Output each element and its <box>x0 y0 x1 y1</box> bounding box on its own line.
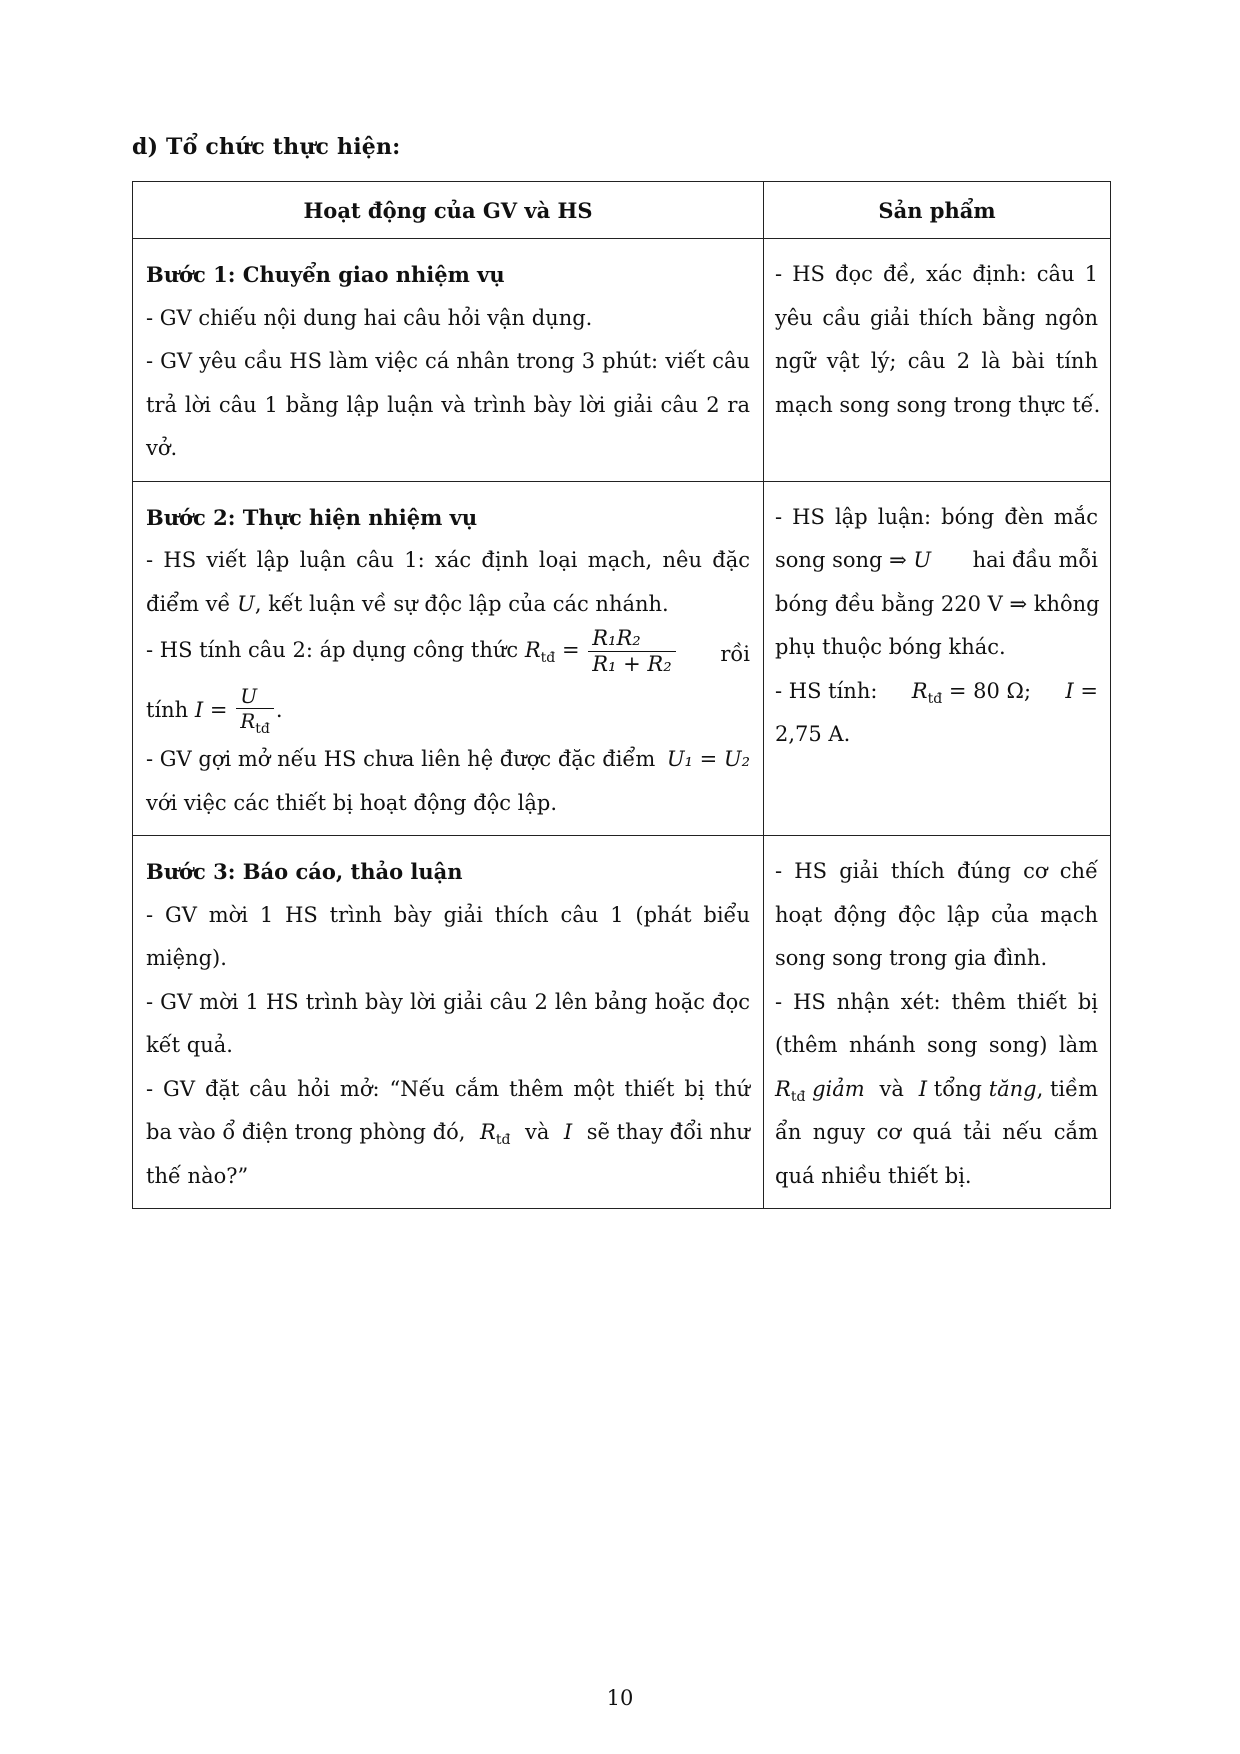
table-header-row <box>133 182 1111 239</box>
product-line: - HS giải thích đúng cơ chế <box>775 859 1098 883</box>
page-number: 10 <box>606 1686 634 1710</box>
activity-line: miệng). <box>146 946 227 970</box>
product-line: - HS tính: $R_{tđ} = 80$ Ω; I = <box>775 678 1098 707</box>
product-line: song song ⇒ U hai đầu mỗi <box>775 548 1098 572</box>
product-cell <box>764 836 1111 1209</box>
activity-line: - HS viết lập luận câu 1: xác định loại mạch, nêu đặc <box>146 548 750 572</box>
step-title: Bước 2: Thực hiện nhiệm vụ <box>146 504 478 530</box>
product-line: phụ thuộc bóng khác. <box>775 635 1006 659</box>
product-line: hoạt động độc lập của mạch <box>775 902 1098 927</box>
product-line: bóng đều bằng 220 V ⇒ không <box>775 591 1100 616</box>
product-line: $R_{tđ}$ giảm và I tổng tăng, tiềm <box>775 1076 1098 1105</box>
table-row <box>133 836 1111 1209</box>
product-cell <box>764 239 1111 482</box>
header-product: Sản phẩm <box>764 182 1111 239</box>
activity-line: - GV mời 1 HS trình bày lời giải câu 2 lên bảng hoặc đọc <box>146 989 750 1014</box>
product-line: ẩn nguy cơ quá tải nếu cắm <box>775 1120 1098 1144</box>
activity-line: - GV gợi mở nếu HS chưa liên hệ được đặc điểm U₁ = U₂ <box>146 747 750 771</box>
table-row <box>133 481 1111 836</box>
step-title: Bước 1: Chuyển giao nhiệm vụ <box>146 262 505 287</box>
product-line: yêu cầu giải thích bằng ngôn <box>775 305 1098 330</box>
step-title: Bước 3: Báo cáo, thảo luận <box>146 859 463 884</box>
product-line: (thêm nhánh song song) làm <box>775 1033 1098 1057</box>
activity-table <box>132 181 1111 1209</box>
activity-line: tính I = $\frac{U}{R_{tđ}}$ . <box>146 684 283 738</box>
activity-line: vở. <box>146 436 178 460</box>
product-line: ngữ vật lý; câu 2 là bài tính <box>775 349 1098 373</box>
activity-cell <box>133 481 764 836</box>
product-line: mạch song song trong thực tế. <box>775 392 1101 417</box>
table-row <box>133 239 1111 482</box>
activity-line: trả lời câu 1 bằng lập luận và trình bày lời giải câu 2 ra <box>146 392 750 417</box>
activity-line: - GV yêu cầu HS làm việc cá nhân trong 3 phút: viết câu <box>146 349 750 373</box>
section-heading: d) Tổ chức thực hiện: <box>132 134 401 160</box>
activity-cell <box>133 836 764 1209</box>
fraction-current: $\frac{U}{R_{tđ}}$ <box>236 685 274 737</box>
activity-cell <box>133 239 764 482</box>
activity-line: với việc các thiết bị hoạt động độc lập. <box>146 790 558 815</box>
product-line: 2,75 A. <box>775 722 851 746</box>
product-line: - HS nhận xét: thêm thiết bị <box>775 989 1098 1014</box>
product-cell <box>764 481 1111 836</box>
activity-line: thế nào?” <box>146 1163 249 1188</box>
activity-line: - GV đặt câu hỏi mở: “Nếu cắm thêm một thiết bị thứ <box>146 1076 750 1101</box>
product-line: - HS đọc đề, xác định: câu 1 <box>775 262 1098 286</box>
product-line: quá nhiều thiết bị. <box>775 1163 972 1188</box>
activity-line: - HS tính câu 2: áp dụng công thức $R_{tđ}$ = $\frac{\text{R₁R₂}}{\text{R₁ + R₂}}$ rồi <box>146 625 750 676</box>
fraction-rtd: $\frac{\text{R₁R₂}}{\text{R₁ + R₂}}$ <box>588 627 675 676</box>
activity-line: - GV mời 1 HS trình bày giải thích câu 1 (phát biểu <box>146 902 750 927</box>
product-line: song song trong gia đình. <box>775 946 1048 970</box>
activity-line: kết quả. <box>146 1033 233 1057</box>
activity-line: - GV chiếu nội dung hai câu hỏi vận dụng. <box>146 305 593 330</box>
activity-line: ba vào ổ điện trong phòng đó, $R_{tđ}$ và I sẽ thay đổi như <box>146 1120 750 1149</box>
header-activity: Hoạt động của GV và HS <box>133 182 764 239</box>
product-line: - HS lập luận: bóng đèn mắc <box>775 504 1098 529</box>
activity-line: điểm về U, kết luận về sự độc lập của các nhánh. <box>146 591 669 616</box>
